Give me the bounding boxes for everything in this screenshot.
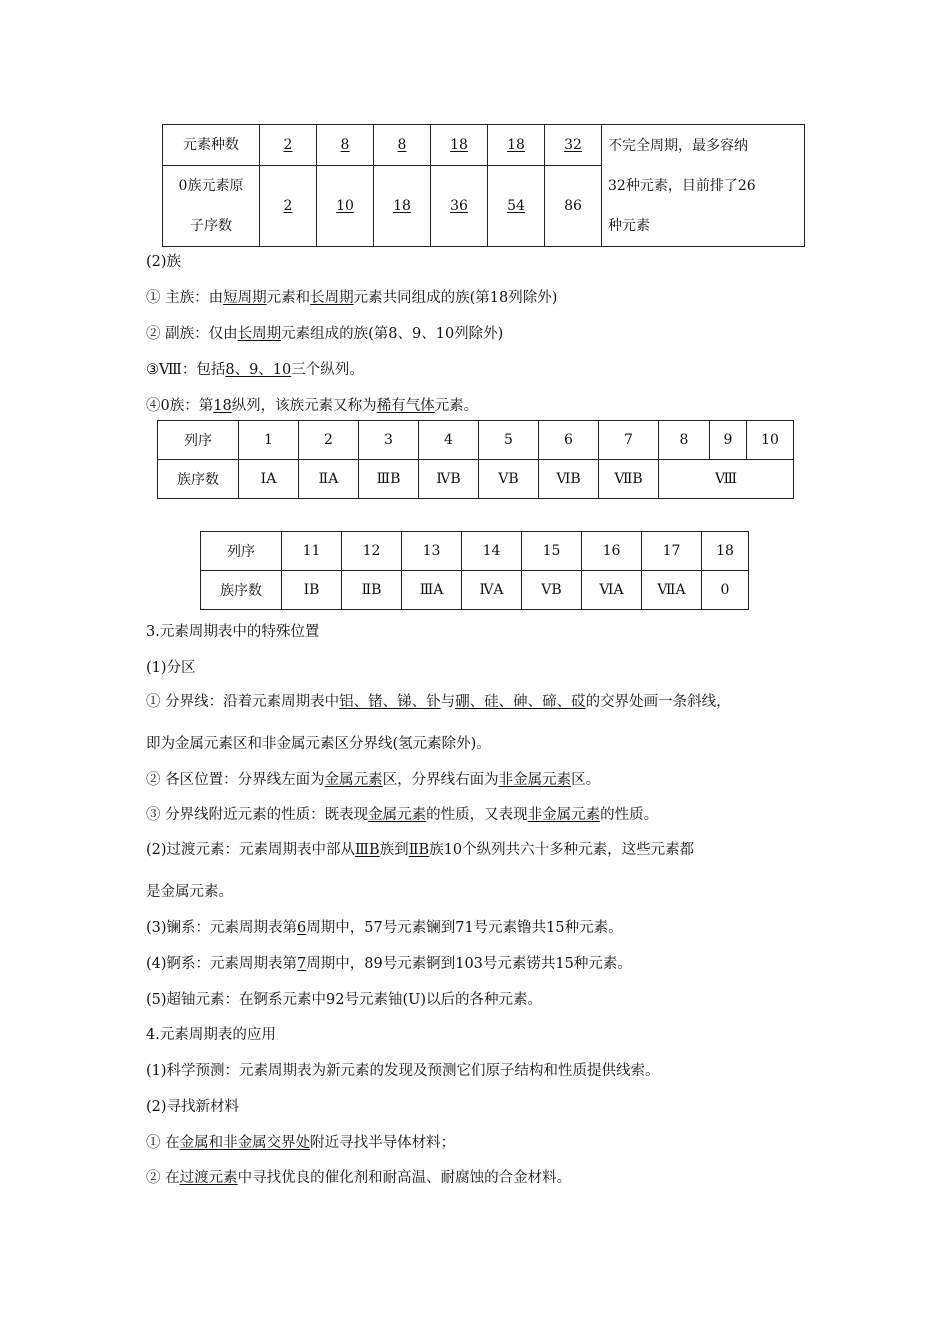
table-cell: 0	[702, 571, 749, 610]
table-cell: 14	[462, 532, 522, 571]
period-note	[602, 125, 805, 247]
paragraph: 即为金属元素区和非金属元素区分界线(氢元素除外)。	[146, 736, 491, 752]
group-table-a	[157, 420, 794, 499]
table-cell: 10	[747, 421, 794, 460]
table-cell: 32	[545, 125, 602, 166]
table-cell: ⅥA	[582, 571, 642, 610]
table-cell: ⅢB	[359, 460, 419, 499]
table-cell: ⅠB	[282, 571, 342, 610]
note-line: 不完全周期，最多容纳	[608, 137, 748, 154]
paragraph: (1)科学预测：元素周期表为新元素的发现及预测它们原子结构和性质提供线索。	[146, 1063, 660, 1079]
paragraph: (5)超铀元素：在锕系元素中92号元素铀(U)以后的各种元素。	[146, 992, 543, 1008]
table-row	[158, 421, 794, 460]
table-cell: 16	[582, 532, 642, 571]
paragraph: ④0族：第18纵列，该族元素又称为稀有气体元素。	[146, 398, 479, 414]
note-line: 32种元素，目前排了26	[608, 177, 756, 194]
row-label: 族序数	[158, 460, 239, 499]
paragraph: (4)锕系：元素周期表第7周期中，89号元素锕到103号元素铹共15种元素。	[146, 956, 632, 972]
table-cell: 8	[659, 421, 710, 460]
table-cell: 7	[599, 421, 659, 460]
row-label: 族序数	[201, 571, 282, 610]
row-label: 列序	[201, 532, 282, 571]
table-cell: 10	[317, 166, 374, 247]
paragraph: ③Ⅷ：包括8、9、10三个纵列。	[146, 362, 364, 378]
sub-heading: (1)分区	[146, 660, 196, 676]
section-heading: 4.元素周期表的应用	[146, 1027, 276, 1043]
table-row	[201, 532, 749, 571]
paragraph: (3)镧系：元素周期表第6周期中，57号元素镧到71号元素镥共15种元素。	[146, 920, 623, 936]
paragraph: ③ 分界线附近元素的性质：既表现金属元素的性质，又表现非金属元素的性质。	[146, 807, 659, 823]
table-cell: 17	[642, 532, 702, 571]
table-cell: ⅦB	[599, 460, 659, 499]
row-label: 列序	[158, 421, 239, 460]
table-cell: 18	[488, 125, 545, 166]
table-cell: 18	[431, 125, 488, 166]
table-cell: 2	[299, 421, 359, 460]
table-cell: 3	[359, 421, 419, 460]
table-cell: 11	[282, 532, 342, 571]
table-cell: ⅦA	[642, 571, 702, 610]
table-cell: 8	[374, 125, 431, 166]
table-cell: 6	[539, 421, 599, 460]
table-cell: 18	[702, 532, 749, 571]
table-cell: ⅥB	[539, 460, 599, 499]
row-label-part: 子序数	[190, 218, 232, 234]
table-cell: 86	[545, 166, 602, 247]
row-label: 元素种数	[163, 125, 260, 166]
table-row	[163, 125, 805, 166]
table-cell: 13	[402, 532, 462, 571]
table-cell: ⅡA	[299, 460, 359, 499]
table-cell: 1	[239, 421, 299, 460]
table-row	[158, 460, 794, 499]
group-table-b	[200, 531, 749, 610]
table-cell: ⅤB	[522, 571, 582, 610]
paragraph: ① 在金属和非金属交界处附近寻找半导体材料；	[146, 1135, 456, 1151]
paragraph: ② 副族：仅由长周期元素组成的族(第8、9、10列除外)	[146, 326, 504, 342]
table-cell: 8	[317, 125, 374, 166]
table-cell: 54	[488, 166, 545, 247]
table-cell: ⅣA	[462, 571, 522, 610]
paragraph: (2)过渡元素：元素周期表中部从ⅢB族到ⅡB族10个纵列共六十多种元素，这些元素都	[146, 842, 695, 858]
paragraph: ① 主族：由短周期元素和长周期元素共同组成的族(第18列除外)	[146, 290, 558, 306]
table-cell: ⅤB	[479, 460, 539, 499]
table-cell: 5	[479, 421, 539, 460]
section-heading: 3.元素周期表中的特殊位置	[146, 624, 320, 640]
table-cell: Ⅷ	[659, 460, 794, 499]
table-cell: 2	[260, 166, 317, 247]
section-heading: (2)族	[146, 254, 182, 270]
row-label-part: 0族元素原	[178, 178, 244, 194]
table-cell: 4	[419, 421, 479, 460]
table-cell: 15	[522, 532, 582, 571]
table-cell: 9	[710, 421, 747, 460]
paragraph: ② 在过渡元素中寻找优良的催化剂和耐高温、耐腐蚀的合金材料。	[146, 1170, 572, 1186]
paragraph: ① 分界线：沿着元素周期表中铝、锗、锑、钋与硼、硅、砷、碲、砹的交界处画一条斜线，	[146, 694, 731, 710]
paragraph: 是金属元素。	[146, 884, 233, 900]
row-label	[163, 166, 260, 247]
table-cell: ⅣB	[419, 460, 479, 499]
table-cell: 18	[374, 166, 431, 247]
table-cell: 12	[342, 532, 402, 571]
table-row	[201, 571, 749, 610]
table-cell: 36	[431, 166, 488, 247]
period-table	[162, 124, 805, 247]
table-cell: ⅢA	[402, 571, 462, 610]
table-cell: ⅡB	[342, 571, 402, 610]
paragraph: ② 各区位置：分界线左面为金属元素区，分界线右面为非金属元素区。	[146, 772, 601, 788]
sub-heading: (2)寻找新材料	[146, 1099, 240, 1115]
note-line: 种元素	[608, 217, 650, 234]
table-cell: ⅠA	[239, 460, 299, 499]
table-cell: 2	[260, 125, 317, 166]
